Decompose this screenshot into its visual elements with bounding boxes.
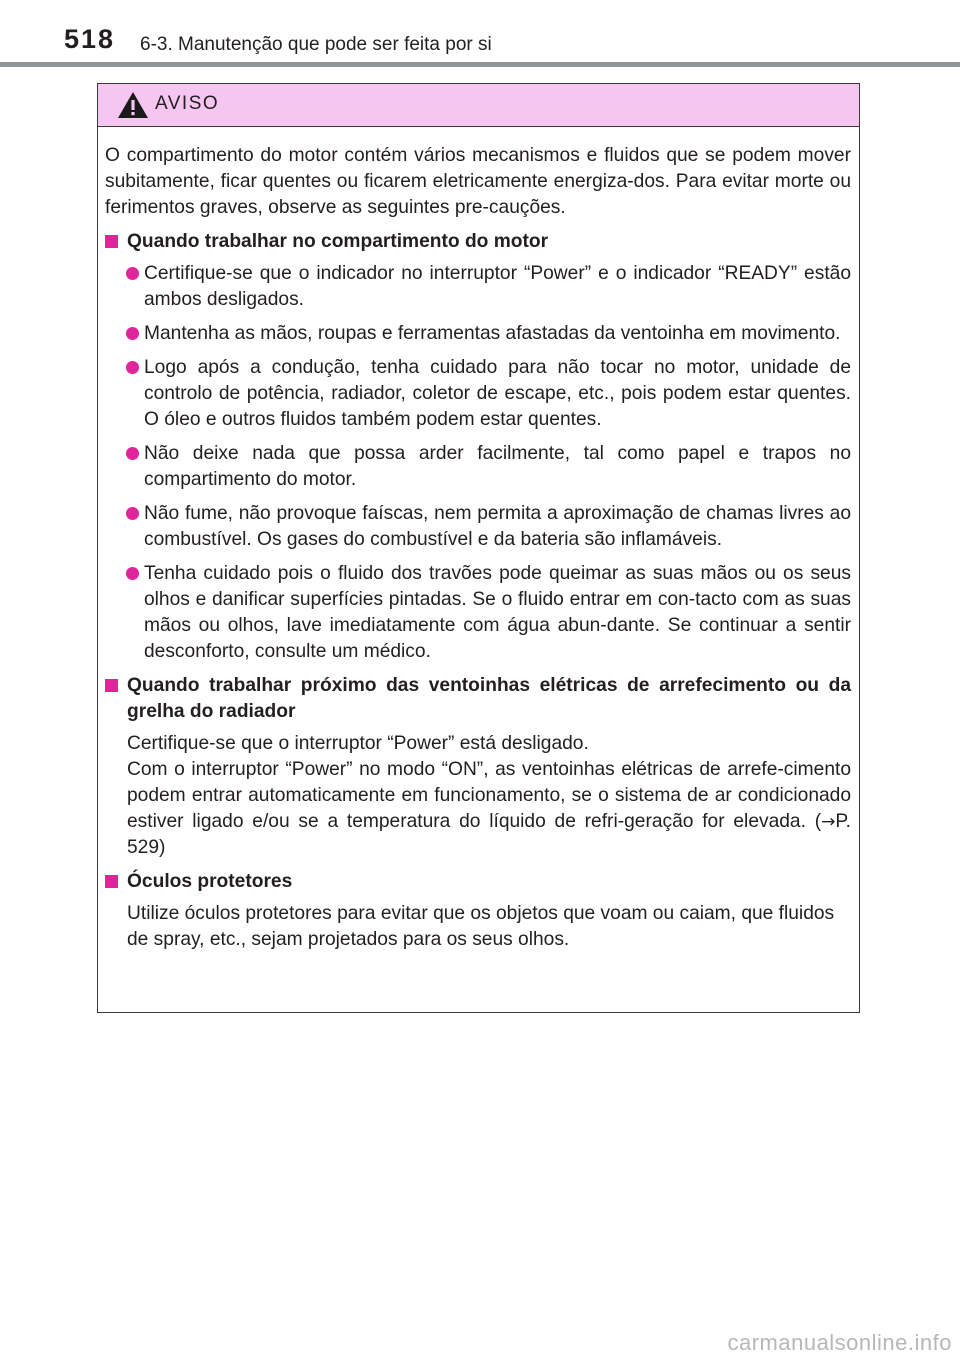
paragraph: Utilize óculos protetores para evitar que os objetos que voam ou caiam, que fluidos de spray, etc., sejam projetados para os seus olhos. bbox=[127, 903, 835, 950]
square-bullet-icon bbox=[105, 679, 118, 692]
square-bullet-icon bbox=[105, 875, 118, 888]
list-item bbox=[105, 501, 851, 553]
circle-bullet-icon bbox=[126, 507, 139, 520]
paragraph bbox=[105, 757, 851, 861]
list-item-text: Certifique-se que o indicador no interruptor “Power” e o indicador “READY” estão ambos desligados. bbox=[144, 263, 851, 310]
list-item-text: Tenha cuidado pois o fluido dos travões pode queimar as suas mãos ou os seus olhos e danificar superfícies pintadas. Se o fluido entrar em con-tacto com as suas mãos ou olhos, lave imediatamente com água abun-dante. Se continuar a sentir desconforto, consulte um médico. bbox=[144, 563, 851, 662]
circle-bullet-icon bbox=[126, 567, 139, 580]
header-rule bbox=[0, 62, 960, 67]
circle-bullet-icon bbox=[126, 361, 139, 374]
circle-bullet-icon bbox=[126, 327, 139, 340]
watermark: carmanualsonline.info bbox=[727, 1330, 952, 1355]
page-number: 518 bbox=[64, 24, 116, 54]
circle-bullet-icon bbox=[126, 267, 139, 280]
section-heading bbox=[105, 229, 851, 255]
list-item bbox=[105, 355, 851, 433]
list-item-text: Não deixe nada que possa arder facilmente, tal como papel e trapos no compartimento do motor. bbox=[144, 443, 851, 490]
warning-triangle-icon bbox=[117, 91, 149, 119]
section-title: 6-3. Manutenção que pode ser feita por si bbox=[140, 34, 492, 55]
warning-header bbox=[98, 84, 859, 127]
warning-label: AVISO bbox=[155, 93, 220, 114]
page-reference-link[interactable]: P. 529) bbox=[127, 811, 851, 858]
section-heading bbox=[105, 673, 851, 725]
arrow-right-icon: → bbox=[821, 812, 836, 832]
circle-bullet-icon bbox=[126, 447, 139, 460]
list-item bbox=[105, 261, 851, 313]
paragraph: Certifique-se que o interruptor “Power” está desligado. bbox=[127, 733, 589, 754]
square-bullet-icon bbox=[105, 235, 118, 248]
warning-intro: O compartimento do motor contém vários mecanismos e fluidos que se podem mover subitamente, ficar quentes ou ficarem eletricamente energiza-dos. Para evitar morte ou ferimentos graves, observe as seguintes pre-cauções. bbox=[105, 145, 851, 218]
warning-body bbox=[98, 127, 859, 953]
list-item bbox=[105, 321, 851, 347]
list-item-text: Não fume, não provoque faíscas, nem permita a aproximação de chamas livres ao combustível. Os gases do combustível e da bateria são inflamáveis. bbox=[144, 503, 851, 550]
list-item bbox=[105, 441, 851, 493]
section-heading-text: Quando trabalhar próximo das ventoinhas elétricas de arrefecimento ou da grelha do radiador bbox=[127, 675, 851, 722]
paragraph-text: Com o interruptor “Power” no modo “ON”, as ventoinhas elétricas de arrefe-cimento podem entrar automaticamente em funcionamento, se o sistema de ar condicionado estiver ligado e/ou se a temperatura do líquido de refri-geração for elevada. ( bbox=[127, 759, 851, 832]
page-header bbox=[0, 0, 960, 70]
list-item bbox=[105, 561, 851, 665]
section-heading bbox=[105, 869, 851, 895]
warning-box bbox=[97, 83, 860, 1013]
list-item-text: Logo após a condução, tenha cuidado para não tocar no motor, unidade de controlo de potência, radiador, coletor de escape, etc., pois podem estar quentes. O óleo e outros fluidos também podem estar quentes. bbox=[144, 357, 851, 430]
section-heading-text: Óculos protetores bbox=[127, 871, 293, 892]
section-heading-text: Quando trabalhar no compartimento do motor bbox=[127, 231, 549, 252]
list-item-text: Mantenha as mãos, roupas e ferramentas afastadas da ventoinha em movimento. bbox=[144, 323, 841, 344]
